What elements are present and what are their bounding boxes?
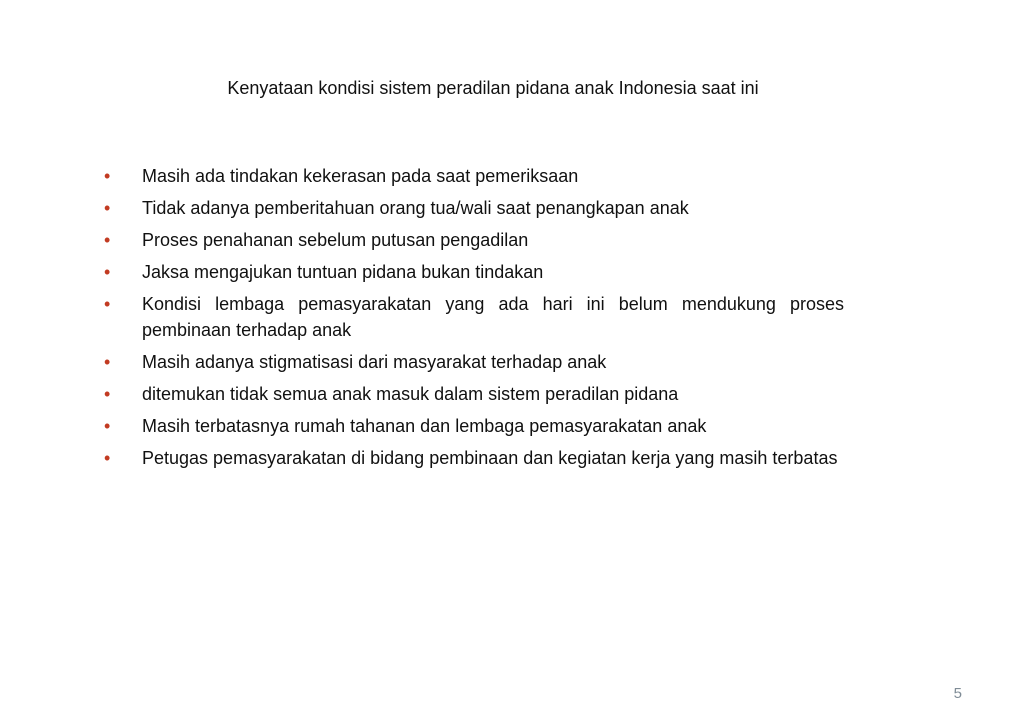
bullet-item: [104, 163, 844, 189]
bullet-item: [104, 227, 844, 253]
page-number: 5: [953, 685, 962, 702]
bullet-icon: •: [104, 166, 111, 186]
bullet-text: Masih adanya stigmatisasi dari masyarakat terhadap anak: [142, 352, 607, 372]
bullet-icon: •: [104, 230, 111, 250]
bullet-text: Masih terbatasnya rumah tahanan dan lembaga pemasyarakatan anak: [142, 416, 707, 436]
bullet-icon: •: [104, 416, 111, 436]
bullet-text: Kondisi lembaga pemasyarakatan yang ada hari ini belum mendukung proses pembinaan terhadap anak: [142, 294, 844, 340]
bullet-text: Masih ada tindakan kekerasan pada saat pemeriksaan: [142, 166, 579, 186]
bullet-item: [104, 291, 844, 343]
bullet-icon: •: [104, 352, 111, 372]
bullet-icon: •: [104, 384, 111, 404]
bullet-item: [104, 349, 844, 375]
bullet-item: [104, 381, 844, 407]
bullet-item: [104, 195, 844, 221]
bullet-text: ditemukan tidak semua anak masuk dalam sistem peradilan pidana: [142, 384, 679, 404]
bullet-icon: •: [104, 448, 111, 468]
bullet-item: [104, 413, 844, 439]
bullet-list: [104, 163, 844, 477]
bullet-text: Petugas pemasyarakatan di bidang pembinaan dan kegiatan kerja yang masih terbatas: [142, 448, 838, 468]
bullet-text: Jaksa mengajukan tuntuan pidana bukan tindakan: [142, 262, 544, 282]
slide-title: Kenyataan kondisi sistem peradilan pidana anak Indonesia saat ini: [227, 78, 759, 98]
bullet-icon: •: [104, 262, 111, 282]
bullet-icon: •: [104, 198, 111, 218]
bullet-text: Tidak adanya pemberitahuan orang tua/wali saat penangkapan anak: [142, 198, 689, 218]
bullet-text: Proses penahanan sebelum putusan pengadilan: [142, 230, 529, 250]
bullet-item: [104, 445, 844, 471]
bullet-icon: •: [104, 294, 111, 314]
bullet-item: [104, 259, 844, 285]
